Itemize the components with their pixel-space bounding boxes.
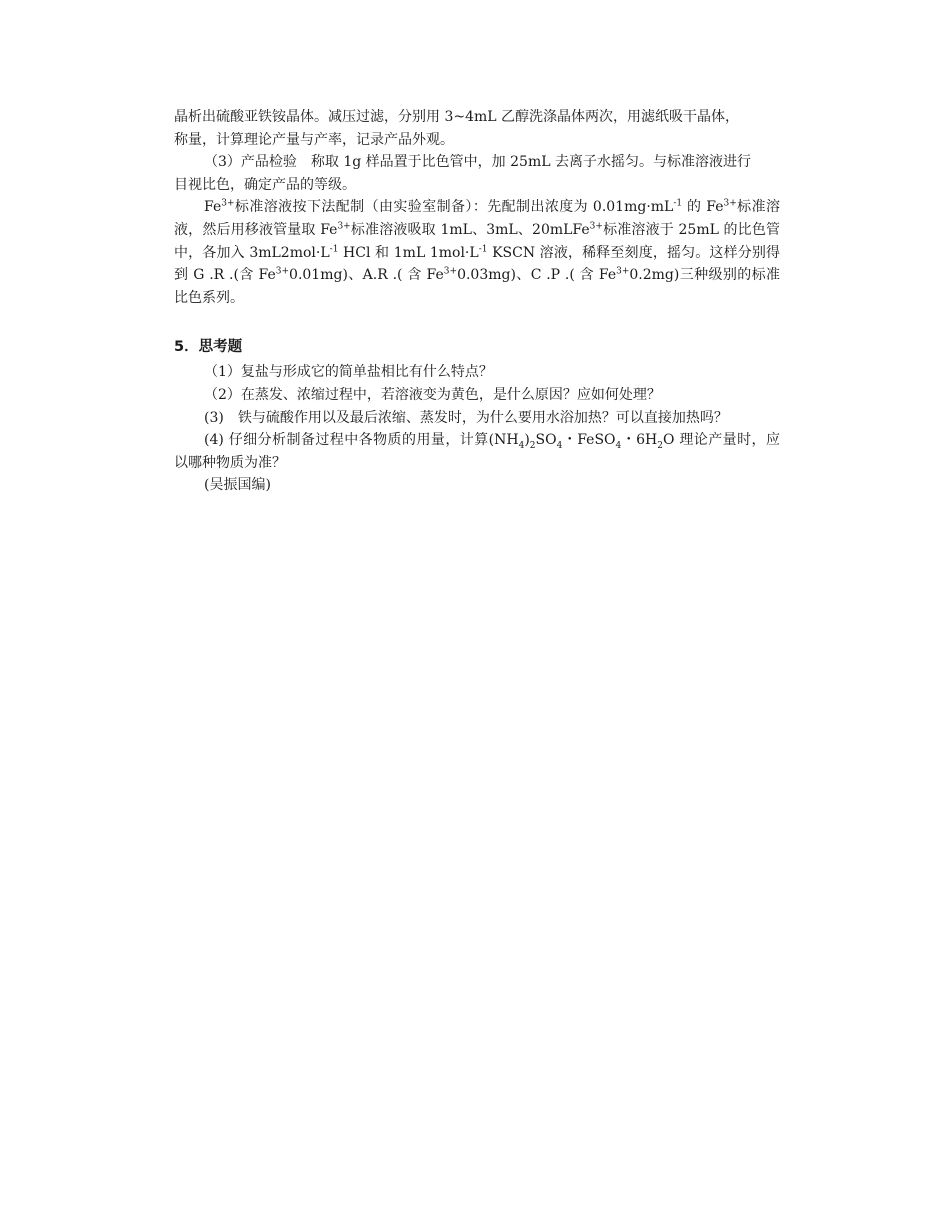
text-run: 标准溶液，然后用移液管量取 Fe (174, 199, 780, 238)
text-run: HCl 和 1mL 1mol·L (338, 244, 479, 261)
intro-paragraph (174, 106, 780, 151)
text-run: 的 Fe (682, 199, 724, 216)
superscript: 3+ (275, 266, 290, 277)
superscript: -1 (329, 243, 339, 254)
subscript: 4 (556, 440, 563, 451)
text-run: ) (524, 432, 530, 449)
text-run: 标准溶液按下法配制（由实验室制备）：先配制出浓度为 0.01mg·mL (234, 199, 674, 216)
section-heading: 5．思考题 (174, 339, 243, 356)
text-run: ・6H (621, 432, 658, 449)
text-run: Fe (204, 199, 222, 216)
inspection-line-1: （3）产品检验 称取 1g 样品置于比色管中，加 25mL 去离子水摇匀。与标准溶液进行 (204, 154, 751, 171)
inspection-paragraph (174, 151, 780, 196)
superscript: 3+ (589, 221, 603, 232)
superscript: 3+ (723, 198, 737, 209)
question-3: (3) 铁与硫酸作用以及最后浓缩、蒸发时，为什么要用水浴加热？可以直接加热吗？ (204, 409, 728, 426)
subscript: 4 (615, 440, 622, 451)
superscript: 3+ (337, 221, 351, 232)
superscript: -1 (673, 198, 683, 209)
text-run: ・FeSO (562, 432, 616, 449)
question-2: （2）在蒸发、浓缩过程中，若溶液变为黄色，是什么原因？应如何处理？ (204, 386, 661, 403)
intro-line-1: 晶析出硫酸亚铁铵晶体。减压过滤，分别用 3~4mL 乙醇洗涤晶体两次，用滤纸吸干晶体， (174, 109, 740, 125)
subscript: 2 (657, 440, 663, 451)
text-run: 标准溶液吸取 1mL、3mL、20mLFe (350, 221, 590, 238)
text-run: SO (535, 432, 557, 449)
superscript: 3+ (221, 198, 235, 209)
question-4 (174, 429, 780, 474)
text-run: (4) 仔细分析制备过程中各物质的用量，计算(NH (204, 432, 519, 449)
text-run: 0.03mg)、C .P .( 含 Fe (457, 267, 617, 284)
text-run: 0.2mg)三种级别的标准比色系列。 (174, 267, 780, 306)
subscript: 4 (518, 440, 525, 451)
question-1: （1）复盐与形成它的简单盐相比有什么特点？ (204, 364, 493, 381)
superscript: -1 (478, 243, 488, 254)
text-run: O 理论产量时，应以哪种物质为准？ (174, 432, 780, 471)
inspection-line-2: 目视比色，确定产品的等级。 (174, 176, 356, 193)
text-run: 标准溶液于 25mL 的比色管中，各加入 3mL2mol·L (174, 221, 780, 261)
standard-solution-paragraph (174, 196, 780, 309)
subscript: 2 (529, 440, 536, 451)
intro-line-2: 称量，计算理论产量与产率，记录产品外观。 (174, 131, 454, 148)
text-run: KSCN 溶液，稀释至刻度，摇匀。这样分别得到 G .R .(含 Fe (174, 244, 781, 284)
superscript: 3+ (616, 266, 630, 277)
document-body (174, 106, 780, 497)
text-run: 0.01mg)、A.R .( 含 Fe (289, 267, 444, 284)
editor-credit: (吴振国编) (204, 477, 271, 494)
superscript: 3+ (443, 266, 458, 277)
